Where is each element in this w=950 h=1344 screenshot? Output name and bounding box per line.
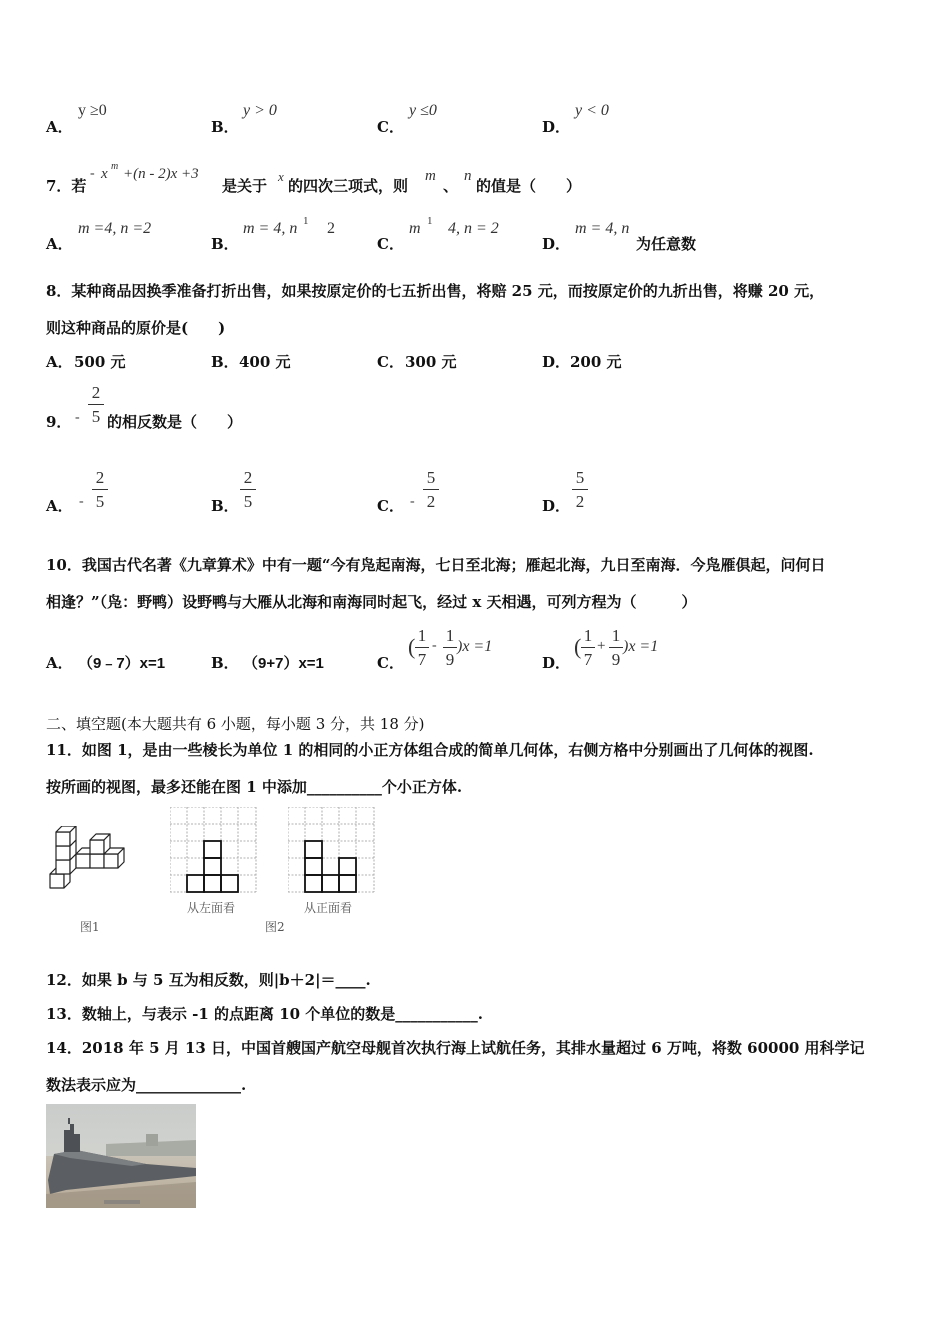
q7-var-m: m xyxy=(425,168,436,184)
front-view-grid xyxy=(288,807,376,895)
q10-option-d-d1: 7 xyxy=(583,650,593,669)
q10-option-d-tail: )x =1 xyxy=(623,638,659,655)
q7-poly-exp: m xyxy=(111,161,119,172)
q7-poly-rest: +(n - 2)x +3 xyxy=(123,166,199,182)
q10-option-d-op: + xyxy=(597,638,606,654)
q6-option-b-label: B． xyxy=(211,118,239,136)
q10-option-d-frac2 xyxy=(609,627,623,669)
q7-option-d-suffix: 为任意数 xyxy=(636,235,697,253)
q7-option-b-label: B． xyxy=(211,235,239,253)
q8-option-b-label: B． xyxy=(211,353,239,371)
q9-option-b-num: 2 xyxy=(240,469,256,490)
q14-line-1: 14．2018 年 5 月 13 日，中国首艘国产航空母舰首次执行海上试航任务，其排水量超过 6 万吨，将数 60000 用科学记 xyxy=(46,1039,865,1057)
q7-poly-minus: - xyxy=(90,166,95,181)
q9-fraction-num: 2 xyxy=(88,384,104,405)
q6-option-b-expr: y > 0 xyxy=(243,102,277,119)
q8-option-d-label: D． xyxy=(542,353,571,371)
front-view-caption: 从正面看 xyxy=(304,901,353,915)
q7-option-c-expr: m xyxy=(409,220,421,237)
q10-option-a-expr: （9﹣7）x=1 xyxy=(78,655,166,672)
q7-poly-x: x xyxy=(101,166,108,182)
q7-option-c-sup: 1 xyxy=(427,215,433,227)
q7-option-b-expr: m = 4, n xyxy=(243,220,298,237)
q7-option-b-expr2: 2 xyxy=(327,220,335,237)
q10-option-a-label: A． xyxy=(46,654,73,672)
q7-text-end: 的值是（ ） xyxy=(476,177,582,195)
section-2-title: 二、填空题(本大题共有 6 小题，每小题 3 分，共 18 分) xyxy=(46,715,425,733)
q10-option-b-expr: （9+7）x=1 xyxy=(243,655,324,672)
q6-option-a-expr: y ≥0 xyxy=(78,102,107,119)
q9-option-a-sign: - xyxy=(79,494,84,509)
q10-option-c-frac1 xyxy=(415,627,429,669)
q7-sep: 、 xyxy=(443,177,459,195)
q7-option-a-expr: m =4, n =2 xyxy=(78,220,152,237)
q10-option-d-n2: 1 xyxy=(609,627,623,648)
q9-option-a-den: 5 xyxy=(95,492,105,511)
q8-line-1: 8．某种商品因换季准备打折出售，如果按原定价的七五折出售，将赔 25 元，而按原定价的九折出售，将赚 20 元， xyxy=(46,282,825,300)
q10-option-c-op: - xyxy=(432,638,437,653)
q7-option-c-expr2: 4, n = 2 xyxy=(448,220,499,237)
q10-option-d-n1: 1 xyxy=(581,627,595,648)
question-13: 13．数轴上，与表示 -1 的点距离 10 个单位的数是___________. xyxy=(46,1005,484,1023)
q7-var-n: n xyxy=(464,168,472,184)
q6-option-d-expr: y < 0 xyxy=(575,102,609,119)
q9-option-c-den: 2 xyxy=(426,492,436,511)
q9-sign: - xyxy=(75,410,80,425)
q9-option-b-den: 5 xyxy=(243,492,253,511)
q7-number: 7．若 xyxy=(46,177,87,195)
q6-option-a-label: A． xyxy=(46,118,73,136)
figure-1-cubes xyxy=(46,826,128,892)
q7-option-c-label: C． xyxy=(377,235,404,253)
question-12: 12．如果 b 与 5 互为相反数，则|b＋2|＝____. xyxy=(46,971,371,989)
q9-option-c-label: C． xyxy=(377,497,404,515)
q10-option-c-n2: 1 xyxy=(443,627,457,648)
q10-option-c-frac2 xyxy=(443,627,457,669)
q10-option-b-label: B． xyxy=(211,654,239,672)
q10-option-d-open: ( xyxy=(574,634,582,659)
q10-option-d-d2: 9 xyxy=(611,650,621,669)
q8-option-a-label: A． xyxy=(46,353,73,371)
q9-fraction xyxy=(88,384,104,426)
q9-option-d-den: 2 xyxy=(575,492,585,511)
aircraft-carrier-photo xyxy=(46,1104,196,1208)
q10-option-c-open: ( xyxy=(408,634,416,659)
q8-line-2: 则这种商品的原价是( ) xyxy=(46,319,226,337)
q6-option-c-expr: y ≤0 xyxy=(409,102,437,119)
q8-option-b-text: 400 元 xyxy=(239,353,291,371)
q10-option-d-frac1 xyxy=(581,627,595,669)
q7-option-d-expr: m = 4, n xyxy=(575,220,630,237)
q10-line-2: 相逢？”（凫：野鸭）设野鸭与大雁从北海和南海同时起飞，经过 x 天相遇，可列方程为（ ） xyxy=(46,593,697,611)
left-view-grid xyxy=(170,807,258,895)
q9-option-c-fraction xyxy=(423,469,439,511)
q9-number: 9． xyxy=(46,413,72,431)
q9-option-b-fraction xyxy=(240,469,256,511)
q7-text-mid2: 的四次三项式，则 xyxy=(288,177,409,195)
left-view-caption: 从左面看 xyxy=(187,901,236,915)
q7-option-a-label: A． xyxy=(46,235,73,253)
q10-option-c-n1: 1 xyxy=(415,627,429,648)
q10-option-c-label: C． xyxy=(377,654,404,672)
figure-2-caption: 图2 xyxy=(265,920,285,934)
q10-option-c-d2: 9 xyxy=(445,650,455,669)
q9-fraction-den: 5 xyxy=(91,407,101,426)
q11-line-2: 按所画的视图，最多还能在图 1 中添加__________个小正方体. xyxy=(46,778,463,796)
q6-option-c-label: C． xyxy=(377,118,404,136)
q9-option-c-sign: - xyxy=(410,494,415,509)
q9-option-c-num: 5 xyxy=(423,469,439,490)
q9-option-b-label: B． xyxy=(211,497,239,515)
q9-text: 的相反数是（ ） xyxy=(107,413,243,431)
q7-text-mid: 是关于 xyxy=(222,177,268,195)
q7-option-d-label: D． xyxy=(542,235,571,253)
q8-option-a-text: 500 元 xyxy=(74,353,126,371)
figure-1-caption: 图1 xyxy=(80,920,100,934)
q9-option-d-num: 5 xyxy=(572,469,588,490)
q11-line-1: 11．如图 1，是由一些棱长为单位 1 的相同的小正方体组合成的简单几何体，右侧方格中分别画出了几何体的视图. xyxy=(46,741,814,759)
q8-option-d-text: 200 元 xyxy=(570,353,622,371)
q9-option-a-fraction xyxy=(92,469,108,511)
q9-option-d-label: D． xyxy=(542,497,571,515)
q10-line-1: 10．我国古代名著《九章算术》中有一题“今有凫起南海，七日至北海；雁起北海，九日至南海．今凫雁俱起，问何日 xyxy=(46,556,826,574)
q14-line-2: 数法表示应为______________. xyxy=(46,1076,247,1094)
q6-option-d-label: D． xyxy=(542,118,571,136)
q9-option-a-num: 2 xyxy=(92,469,108,490)
q9-option-d-fraction xyxy=(572,469,588,511)
q10-option-c-d1: 7 xyxy=(417,650,427,669)
q8-option-c-label: C． xyxy=(377,353,404,371)
q10-option-c-tail: )x =1 xyxy=(457,638,493,655)
q9-option-a-label: A． xyxy=(46,497,73,515)
q10-option-d-label: D． xyxy=(542,654,571,672)
q7-option-b-sup: 1 xyxy=(303,215,309,227)
q7-var-x: x xyxy=(278,169,284,184)
q8-option-c-text: 300 元 xyxy=(405,353,457,371)
